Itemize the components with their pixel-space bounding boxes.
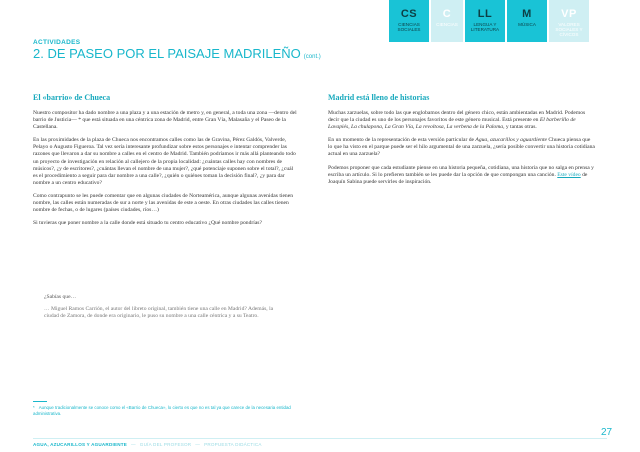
footer-proposal: PROPUESTA DIDÁCTICA xyxy=(204,442,262,447)
right-heading: Madrid está lleno de historias xyxy=(328,93,430,102)
tab-name: CIENCIAS xyxy=(436,22,458,27)
tab-name: MÚSICA xyxy=(518,22,536,27)
text-run: Muchas zarzuelas, sobre todo las que englobamos dentro del género chico, están ambientadas en Madrid. Podemos decir que la ciudad es uno de los personajes favoritos de este género musical. Está presente en xyxy=(328,110,586,124)
right-paragraph-3 xyxy=(328,165,596,186)
tab-name: CIENCIAS SOCIALES xyxy=(397,22,421,33)
tab-lengua-literatura[interactable] xyxy=(465,0,505,42)
left-heading: El «barrio» de Chueca xyxy=(33,93,111,102)
footnote xyxy=(33,405,293,416)
text-run: En un momento de la representación de esta versión particular de xyxy=(328,137,476,144)
footer-guide: GUÍA DEL PROFESOR xyxy=(139,442,192,447)
tab-code: M xyxy=(522,8,532,20)
tab-ciencias-sociales[interactable] xyxy=(389,0,429,42)
title-suffix: (cont.) xyxy=(303,54,321,60)
text-run: Chueca piensa que lo que ha visto en el parque puede ser el hilo argumental de una zarzuela, ¿sería posible convertir una historia cotidiana actual en una zarzuela? xyxy=(328,137,595,158)
tab-name: LENGUA Y LITERATURA xyxy=(470,22,500,33)
footer-separator: — xyxy=(195,442,201,447)
work-title: Agua, azucarillos y aguardiente xyxy=(475,137,547,144)
footer-work: AGUA, AZUCARILLOS Y AGUARDIENTE xyxy=(33,442,127,447)
aside-body: … Miguel Ramos Carrión, el autor del libreto original, también tiene una calle en Madrid? Además, la ciudad de Zamora, de donde era originario, le puso su nombre a una calle céntrica y a su Teatro. xyxy=(44,306,274,320)
footnote-mark: * xyxy=(33,405,35,410)
right-paragraph-2 xyxy=(328,137,596,158)
video-link[interactable]: Este vídeo xyxy=(557,171,581,178)
text-run: , y tantas otras. xyxy=(503,124,537,131)
page-title-text: 2. DE PASEO POR EL PAISAJE MADRILEÑO xyxy=(33,46,301,61)
left-paragraph-2: En las proximidades de la plaza de Chueca nos encontramos calles como las de Gravina, Pérez Galdós, Valverde, Pelayo o Augusto Figueroa. Tal vez sería interesante profundizar sobre estos personajes e intentar comprender las razones que llevaron a dar su nombre a calles en el centro de Madrid. También podríamos ir más allá planteando todo un proyecto de investigación en relación al callejero de la propia localidad: ¿cuántas calles hay con nombres de músicos?, ¿y de escritores?, ¿cuántas llevan el nombre de una mujer?, ¿qué potenciaje suponen sobre el total?, ¿cuál es el procedimiento a seguir para dar nombre a una calle?, ¿quién o quiénes toman la decisión final?, ¿y para dar nombre a un centro educativo? xyxy=(33,137,296,186)
section-label: ACTIVIDADES xyxy=(33,39,81,46)
text-run: de Joaquín Sabina puede servirles de inspiración. xyxy=(328,171,588,185)
tab-valores[interactable] xyxy=(549,0,589,42)
tab-code: CS xyxy=(400,8,418,20)
tab-ciencias[interactable] xyxy=(431,0,463,42)
right-column xyxy=(328,93,596,192)
footer-divider xyxy=(33,438,607,439)
footer xyxy=(33,442,262,447)
footnote-text: Aunque tradicionalmente se conoce como el «Barrio de Chueca», lo cierto es que no es tal ya que carece de la necesaria entidad administrativa. xyxy=(33,405,291,416)
text-run: Podemos proponer que cada estudiante piense en una historia pequeña, cotidiana, una historia que no salga en prensa y escriba un artículo. Si lo prefieren también se les puede dar la opción de que compongan una canción. xyxy=(328,164,594,178)
right-paragraph-1 xyxy=(328,110,596,131)
tab-name: VALORES SOCIALES Y CÍVICOS xyxy=(555,22,583,38)
tab-code: LL xyxy=(477,8,493,20)
did-you-know-box xyxy=(44,294,284,325)
tab-musica[interactable] xyxy=(507,0,547,42)
tab-code: C xyxy=(442,8,452,20)
left-paragraph-1: Nuestro compositor ha dado nombre a una plaza y a una estación de metro y, en general, a toda una zona —dentro del barrio de Justicia— * que está situada en una céntrica zona de Madrid, entre Gran Vía, Malasaña y el Paseo de la Castellana. xyxy=(33,110,297,131)
left-paragraph-4: Si tuvieras que poner nombre a la calle donde está situado tu centro educativo ¿Qué nombre pondrías? xyxy=(33,220,262,227)
footer-separator: — xyxy=(131,442,136,447)
aside-title: ¿Sabías que… xyxy=(44,294,77,300)
zarzuela-titles: El barberillo de Lavapiés, La chulapona, La Gran Vía, La revoltosa, La verbena de la Paloma xyxy=(328,117,576,131)
footnote-divider xyxy=(33,401,47,402)
left-paragraph-3: Como contrapunto se les puede comentar que en algunas ciudades de Norteamérica, aunque algunas avenidas tienen nombre, las calles están numeradas de sur a norte y las avenidas de este a oeste. En otras ciudades las calles tienen nombre de fechas, o de lugares (países ciudades, ríos…) xyxy=(33,192,294,214)
left-column xyxy=(33,93,299,233)
page-number: 27 xyxy=(601,427,613,438)
page-title xyxy=(33,46,321,61)
tab-code: VP xyxy=(561,8,577,20)
